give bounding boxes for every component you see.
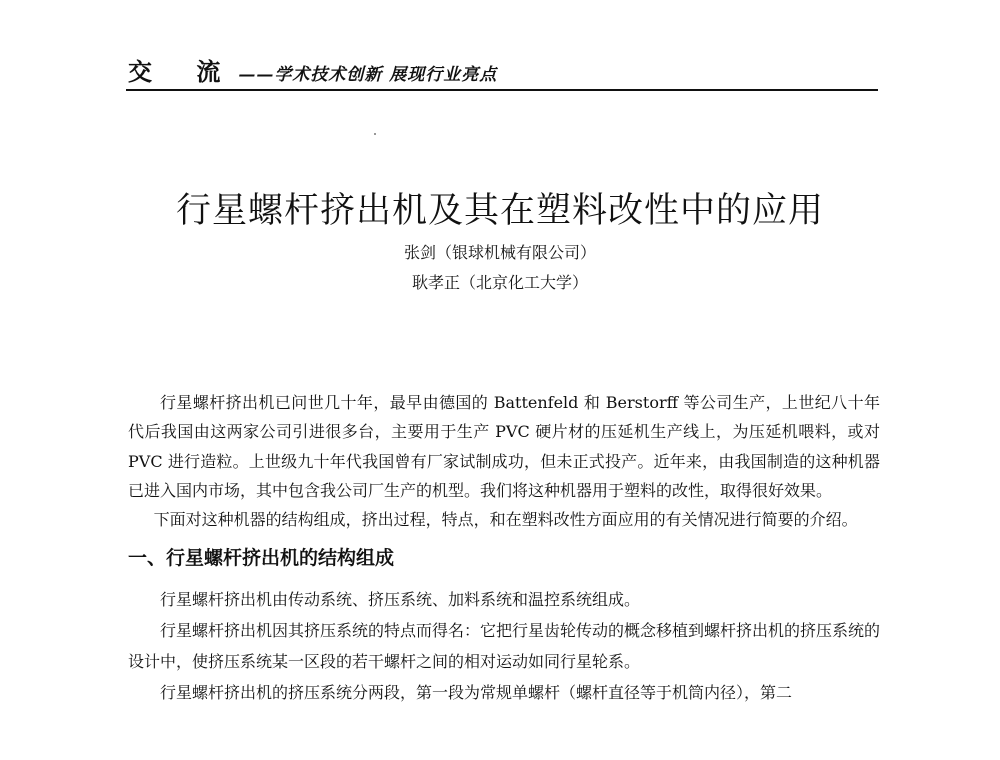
author-line-2: 耿孝正（北京化工大学）: [411, 273, 588, 292]
intro-paragraph-1: 行星螺杆挤出机已问世几十年，最早由德国的 Battenfeld 和 Berstorff 等公司生产，上世纪八十年代后我国由这两家公司引进很多台，主要用于生产 PVC 硬片材的压延机生产线上，为压延机喂料，或对 PVC 进行造粒。上世级九十年代我国曾有厂家试制成功，但未正式投产。近年来，由我国制造的这种机器已进入国内市场，其中包含我公司厂生产的机型。我们将这种机器用于塑料的改性，取得很好效果。: [128, 393, 880, 500]
scan-speck: [374, 133, 376, 135]
article-body: [128, 388, 880, 708]
section-heading: 一、行星螺杆挤出机的结构组成: [128, 547, 395, 570]
header-tagline: ——学术技术创新 展现行业亮点: [238, 65, 498, 85]
section-paragraph-2: 行星螺杆挤出机因其挤压系统的特点而得名：它把行星齿轮传动的概念移植到螺杆挤出机的挤压系统的设计中，使挤压系统某一区段的若干螺杆之间的相对运动如同行星轮系。: [128, 621, 881, 672]
header-rule: [126, 89, 878, 91]
section-paragraph-1: 行星螺杆挤出机由传动系统、挤压系统、加料系统和温控系统组成。: [160, 590, 641, 610]
intro-paragraph-2: 下面对这种机器的结构组成，挤出过程，特点，和在塑料改性方面应用的有关情况进行简要的介绍。: [153, 510, 858, 530]
running-header: [128, 52, 878, 86]
section-label: 交 流: [128, 57, 239, 86]
article-title: 行星螺杆挤出机及其在塑料改性中的应用: [175, 191, 824, 231]
author-line-1: 张剑（银球机械有限公司）: [403, 243, 596, 262]
section-paragraph-3: 行星螺杆挤出机的挤压系统分两段，第一段为常规单螺杆（螺杆直径等于机筒内径），第二: [160, 683, 793, 703]
